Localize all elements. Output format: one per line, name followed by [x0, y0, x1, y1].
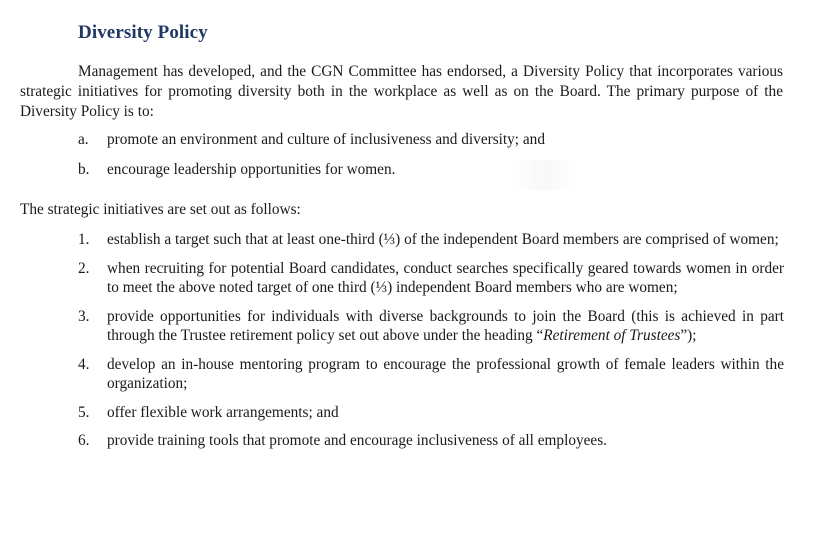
- purpose-text: encourage leadership opportunities for women.: [107, 161, 396, 178]
- list-marker: b.: [78, 161, 90, 178]
- initiative-item: [78, 307, 784, 346]
- list-marker: 2.: [78, 259, 90, 277]
- initiative-text: offer flexible work arrangements; and: [107, 403, 339, 421]
- purpose-text: promote an environment and culture of inclusiveness and diversity; and: [107, 131, 545, 148]
- initiative-item: [78, 259, 784, 298]
- scan-artifact: [510, 160, 580, 190]
- initiative-heading-reference: Retirement of Trustees: [543, 327, 681, 344]
- initiative-item: [78, 403, 784, 423]
- list-marker: a.: [78, 131, 89, 148]
- initiatives-list: [78, 230, 784, 460]
- purpose-item: [78, 161, 768, 191]
- list-marker: 5.: [78, 403, 90, 421]
- initiative-text-part: ”);: [680, 327, 697, 344]
- initiative-text: develop an in-house mentoring program to encourage the professional growth of female leaders within the organization;: [107, 355, 784, 392]
- initiative-item: [78, 431, 784, 451]
- purpose-item: [78, 131, 768, 161]
- initiative-text: provide training tools that promote and encourage inclusiveness of all employees.: [107, 432, 607, 449]
- initiative-text: when recruiting for potential Board candidates, conduct searches specifically geared towards women in order to meet the above noted target of one third (⅓) independent Board members who are women;: [107, 259, 784, 296]
- list-marker: 4.: [78, 355, 90, 373]
- purpose-list: [78, 131, 768, 191]
- list-marker: 1.: [78, 231, 90, 248]
- initiative-text: [107, 307, 784, 346]
- initiative-item: [78, 355, 784, 394]
- list-marker: 3.: [78, 307, 90, 325]
- initiative-item: [78, 230, 784, 250]
- list-marker: 6.: [78, 432, 90, 449]
- initiative-text-part: provide opportunities for individuals with diverse backgrounds to join the Board (this is achieved in part through the Trustee retirement policy set out above under the heading “: [107, 307, 784, 344]
- initiatives-lead: The strategic initiatives are set out as follows:: [20, 201, 301, 218]
- initiative-text: establish a target such that at least one-third (⅓) of the independent Board members are comprised of women;: [107, 231, 779, 248]
- section-heading: Diversity Policy: [78, 22, 208, 43]
- intro-paragraph: Management has developed, and the CGN Committee has endorsed, a Diversity Policy that incorporates various strategic initiatives for promoting diversity both in the workplace as well as on the Board. The primary purpose of the Diversity Policy is to:: [20, 63, 783, 120]
